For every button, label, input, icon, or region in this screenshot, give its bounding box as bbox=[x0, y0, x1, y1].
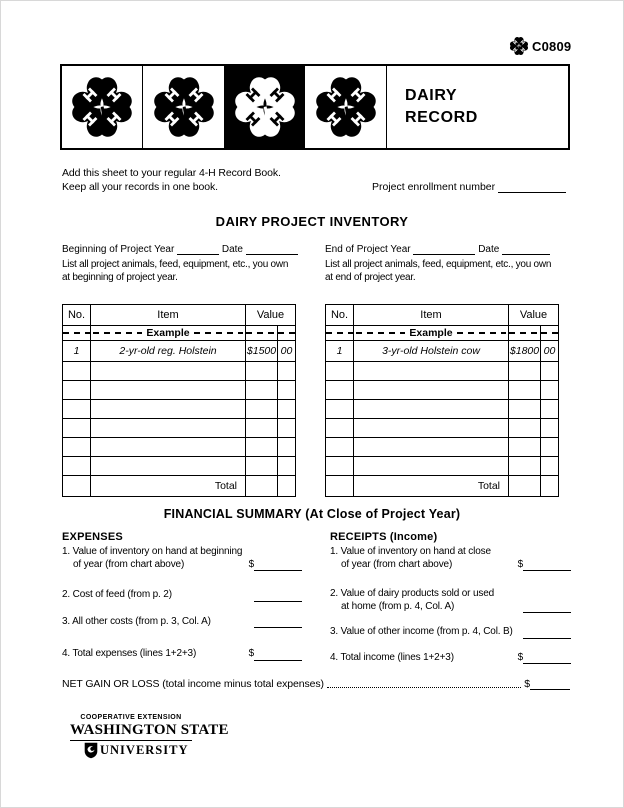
enrollment-blank bbox=[498, 182, 566, 193]
end-date-blank bbox=[502, 244, 550, 255]
4h-clover-icon bbox=[509, 36, 529, 56]
receipts-heading: RECEIPTS (Income) bbox=[330, 531, 438, 543]
table-header-row bbox=[326, 305, 559, 326]
table-row bbox=[63, 400, 296, 419]
end-date-label: Date bbox=[478, 244, 500, 255]
inventory-table-beginning bbox=[62, 304, 296, 497]
inventory-column-beginning bbox=[62, 244, 304, 497]
expenses-heading: EXPENSES bbox=[62, 531, 123, 543]
example-no: 1 bbox=[326, 341, 354, 362]
total-label: Total bbox=[354, 476, 509, 497]
beginning-date-blank bbox=[246, 244, 298, 255]
receipt-1-line1: 1. Value of inventory on hand at close bbox=[330, 546, 491, 557]
clover-cell-4 bbox=[305, 66, 386, 148]
expense-item-4: 4. Total expenses (lines 1+2+3) $ bbox=[62, 648, 302, 661]
table-row bbox=[326, 419, 559, 438]
table-row bbox=[63, 362, 296, 381]
col-value: Value bbox=[509, 305, 559, 326]
receipt-1-line2: of year (from chart above) bbox=[341, 558, 453, 570]
example-label: Example bbox=[409, 327, 453, 339]
form-title-line2: RECORD bbox=[405, 109, 478, 126]
enrollment-label: Project enrollment number bbox=[372, 181, 496, 193]
doc-id-block bbox=[509, 36, 571, 56]
expense-2-blank bbox=[254, 591, 302, 602]
total-row bbox=[326, 476, 559, 497]
header-band bbox=[60, 64, 570, 150]
form-title-line1: DAIRY bbox=[405, 87, 458, 105]
table-row bbox=[326, 457, 559, 476]
table-row bbox=[63, 381, 296, 400]
net-blank bbox=[530, 679, 570, 690]
receipt-4-blank bbox=[523, 653, 571, 664]
example-data-row bbox=[326, 341, 559, 362]
beginning-year-label: Beginning of Project Year bbox=[62, 244, 175, 255]
4h-clover-icon bbox=[151, 74, 217, 140]
end-desc-line2: at end of project year. bbox=[325, 272, 416, 283]
expenses-column bbox=[62, 531, 302, 661]
table-row bbox=[326, 438, 559, 457]
col-item: Item bbox=[91, 305, 246, 326]
example-cents: 00 bbox=[541, 341, 559, 362]
receipt-item-2 bbox=[330, 588, 571, 613]
clover-cell-1 bbox=[62, 66, 143, 148]
clover-cell-2 bbox=[143, 66, 224, 148]
total-row bbox=[63, 476, 296, 497]
table-row bbox=[63, 457, 296, 476]
total-label: Total bbox=[91, 476, 246, 497]
example-cents: 00 bbox=[278, 341, 296, 362]
beginning-desc-line2: at beginning of project year. bbox=[62, 272, 178, 283]
expense-item-2: 2. Cost of feed (from p. 2) bbox=[62, 589, 302, 602]
col-value: Value bbox=[246, 305, 296, 326]
university-label: UNIVERSITY bbox=[100, 743, 189, 757]
inventory-table-end bbox=[325, 304, 559, 497]
receipt-item-1: 1. Value of inventory on hand at close of year (from chart above) $ bbox=[330, 546, 571, 571]
dotted-leader bbox=[327, 687, 521, 688]
financial-summary-title: FINANCIAL SUMMARY (At Close of Project Year) bbox=[163, 507, 461, 521]
wsu-extension-logo bbox=[70, 714, 229, 759]
table-row bbox=[326, 362, 559, 381]
enrollment-line bbox=[372, 181, 566, 193]
beginning-year-line bbox=[62, 244, 304, 255]
receipt-item-4: 4. Total income (lines 1+2+3) $ bbox=[330, 652, 571, 665]
receipt-2-blank bbox=[523, 602, 571, 613]
col-no: No. bbox=[63, 305, 91, 326]
col-no: No. bbox=[326, 305, 354, 326]
example-label: Example bbox=[146, 327, 190, 339]
inventory-title: DAIRY PROJECT INVENTORY bbox=[215, 214, 409, 229]
example-dollars: $1800 bbox=[509, 341, 541, 362]
table-row bbox=[63, 438, 296, 457]
example-dollars: $1500 bbox=[246, 341, 278, 362]
example-no: 1 bbox=[63, 341, 91, 362]
expense-1-blank bbox=[254, 560, 302, 571]
form-title bbox=[386, 66, 568, 148]
wsu-shield-icon bbox=[84, 742, 98, 759]
net-gain-loss-line: NET GAIN OR LOSS (total income minus total expenses) $ bbox=[62, 678, 570, 690]
expense-1-line1: 1. Value of inventory on hand at beginning bbox=[62, 546, 243, 557]
doc-number: C0809 bbox=[532, 38, 572, 54]
intro-line1: Add this sheet to your regular 4-H Record Book. bbox=[62, 167, 281, 179]
cooperative-extension-label: COOPERATIVE EXTENSION bbox=[80, 714, 182, 721]
end-desc-line1: List all project animals, feed, equipment, etc., you own bbox=[325, 259, 552, 270]
example-data-row bbox=[63, 341, 296, 362]
receipts-column bbox=[330, 531, 571, 664]
expense-item-3: 3. All other costs (from p. 3, Col. A) bbox=[62, 616, 302, 629]
end-year-label: End of Project Year bbox=[325, 244, 411, 255]
intro-line2: Keep all your records in one book. bbox=[62, 180, 218, 193]
4h-clover-icon-inverse bbox=[232, 74, 298, 140]
example-divider-row bbox=[326, 326, 559, 341]
table-row bbox=[326, 381, 559, 400]
table-row bbox=[63, 419, 296, 438]
receipt-2-line1: 2. Value of dairy products sold or used bbox=[330, 588, 495, 599]
4h-clover-icon bbox=[313, 74, 379, 140]
beginning-date-label: Date bbox=[221, 244, 243, 255]
beginning-year-blank bbox=[177, 244, 219, 255]
inventory-column-end bbox=[325, 244, 567, 497]
intro-instructions bbox=[62, 167, 281, 194]
net-label: NET GAIN OR LOSS (total income minus total expenses) bbox=[62, 678, 324, 690]
table-row bbox=[326, 400, 559, 419]
clover-cell-3-inverse bbox=[224, 66, 305, 148]
receipt-item-3: 3. Value of other income (from p. 4, Col. B) bbox=[330, 626, 571, 639]
end-year-line bbox=[325, 244, 567, 255]
table-header-row bbox=[63, 305, 296, 326]
example-item: 3-yr-old Holstein cow bbox=[354, 341, 509, 362]
example-divider-row bbox=[63, 326, 296, 341]
expense-item-1: 1. Value of inventory on hand at beginning of year (from chart above) $ bbox=[62, 546, 302, 571]
4h-clover-icon bbox=[69, 74, 135, 140]
expense-1-line2: of year (from chart above) bbox=[73, 558, 185, 570]
col-item: Item bbox=[354, 305, 509, 326]
expense-4-blank bbox=[254, 650, 302, 661]
receipt-2-line2: at home (from p. 4, Col. A) bbox=[341, 600, 455, 612]
receipt-1-blank bbox=[523, 560, 571, 571]
receipt-3-blank bbox=[523, 628, 571, 639]
expense-3-blank bbox=[254, 617, 302, 628]
washington-state-label: WASHINGTON STATE bbox=[70, 722, 192, 741]
beginning-desc-line1: List all project animals, feed, equipment, etc., you own bbox=[62, 259, 289, 270]
example-item: 2-yr-old reg. Holstein bbox=[91, 341, 246, 362]
end-year-blank bbox=[413, 244, 475, 255]
